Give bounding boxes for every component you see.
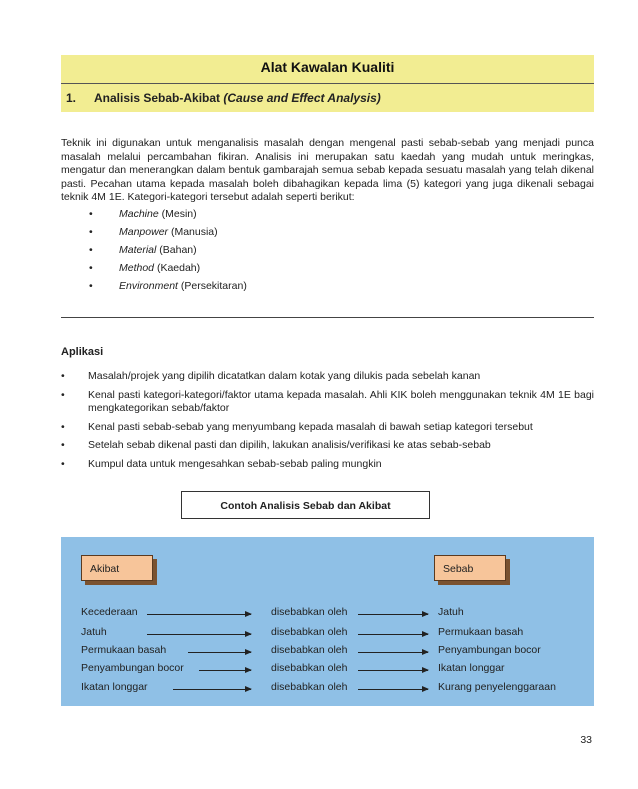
aplikasi-list: [61, 370, 594, 476]
akibat-item: Kecederaan: [81, 606, 138, 618]
akibat-tag: Akibat: [81, 555, 153, 581]
page-number: 33: [580, 734, 592, 746]
category-ms: (Manusia): [170, 226, 218, 238]
akibat-item: Permukaan basah: [81, 644, 167, 656]
header-banner: [61, 55, 594, 112]
list-item: [61, 389, 594, 416]
bullet: •: [89, 244, 93, 256]
arrow: [358, 689, 428, 690]
bullet: •: [61, 439, 65, 451]
category-ms: (Kaedah): [156, 262, 201, 274]
list-item-text: Kenal pasti sebab-sebab yang menyumbang kepada masalah di bawah setiap kategori tersebut: [88, 420, 533, 433]
banner-divider: [61, 83, 594, 84]
category-en: Method: [119, 262, 155, 274]
aplikasi-heading: Aplikasi: [61, 346, 104, 358]
bullet: •: [89, 226, 93, 238]
sebab-item: Kurang penyelenggaraan: [438, 681, 556, 693]
category-ms: (Mesin): [161, 208, 197, 220]
list-item-text: Setelah sebab dikenal pasti dan dipilih, lakukan analisis/verifikasi ke atas sebab-sebab: [88, 439, 491, 451]
arrow: [188, 652, 251, 653]
list-item: [61, 421, 594, 435]
akibat-item: Ikatan longgar: [81, 681, 148, 693]
bullet: •: [61, 370, 65, 382]
section-title-ms: Analisis Sebab-Akibat: [94, 91, 221, 105]
middle-text: disebabkan oleh: [271, 606, 348, 618]
arrow: [358, 670, 428, 671]
list-item-text: Masalah/projek yang dipilih dicatatkan dalam kotak yang dilukis pada sebelah kanan: [88, 370, 481, 382]
bullet: •: [89, 262, 93, 274]
bullet: •: [89, 280, 93, 292]
sebab-item: Permukaan basah: [438, 626, 524, 638]
category-en: Machine: [119, 208, 159, 220]
section-title: [94, 91, 381, 105]
category-en: Manpower: [119, 226, 169, 238]
sebab-tag: Sebab: [434, 555, 506, 581]
category-ms: (Bahan): [159, 244, 197, 256]
list-item: [85, 223, 247, 241]
arrow: [358, 652, 428, 653]
list-item-text: Kumpul data untuk mengesahkan sebab-sebab paling mungkin: [88, 457, 382, 470]
list-item: [61, 439, 594, 453]
example-title-box: Contoh Analisis Sebab dan Akibat: [181, 491, 430, 519]
middle-text: disebabkan oleh: [271, 644, 348, 656]
list-item: [85, 241, 247, 259]
arrow: [147, 634, 251, 635]
bullet: •: [61, 388, 65, 401]
arrow: [199, 670, 251, 671]
bullet: •: [61, 420, 65, 433]
sebab-item: Penyambungan bocor: [438, 644, 541, 656]
list-item: [61, 458, 594, 472]
page-title: Alat Kawalan Kualiti: [260, 59, 395, 75]
intro-paragraph: Teknik ini digunakan untuk menganalisis masalah dengan mengenal pasti sebab-sebab yang menjadi punca masalah melalui percambahan fikiran. Analisis ini merupakan satu kaedah yang mudah untuk meringkas, mengatur dan menerangkan dalam bentuk gambarajah semua sebab kepada sesuatu masalah yang telah dikenal pasti. Pecahan utama kepada masalah boleh dibahagikan kepada lima (5) kategori yang juga dikenali sebagai teknik 4M 1E. Kategori-kategori tersebut adalah seperti berikut:: [61, 137, 594, 203]
arrow: [173, 689, 251, 690]
section-number: 1.: [66, 91, 77, 105]
cause-effect-diagram: [61, 537, 594, 706]
list-item: [61, 370, 594, 384]
category-ms: (Persekitaran): [180, 280, 247, 292]
arrow: [147, 614, 251, 615]
middle-text: disebabkan oleh: [271, 681, 348, 693]
bullet: •: [61, 457, 65, 470]
middle-text: disebabkan oleh: [271, 662, 348, 674]
category-en: Material: [119, 244, 157, 256]
akibat-item: Jatuh: [81, 626, 107, 638]
list-item: [85, 277, 247, 295]
arrow: [358, 634, 428, 635]
akibat-item: Penyambungan bocor: [81, 662, 184, 674]
list-item-text: Kenal pasti kategori-kategori/faktor utama kepada masalah. Ahli KIK boleh menggunakan teknik 4M 1E bagi mengkategorikan sebab/faktor: [88, 388, 594, 414]
category-list: [85, 205, 247, 295]
list-item: [85, 205, 247, 223]
category-en: Environment: [119, 280, 178, 292]
section-title-en: (Cause and Effect Analysis): [223, 91, 381, 105]
bullet: •: [89, 208, 93, 220]
section-divider: [61, 317, 594, 318]
middle-text: disebabkan oleh: [271, 626, 348, 638]
arrow: [358, 614, 428, 615]
list-item: [85, 259, 247, 277]
sebab-item: Ikatan longgar: [438, 662, 505, 674]
sebab-item: Jatuh: [438, 606, 464, 618]
